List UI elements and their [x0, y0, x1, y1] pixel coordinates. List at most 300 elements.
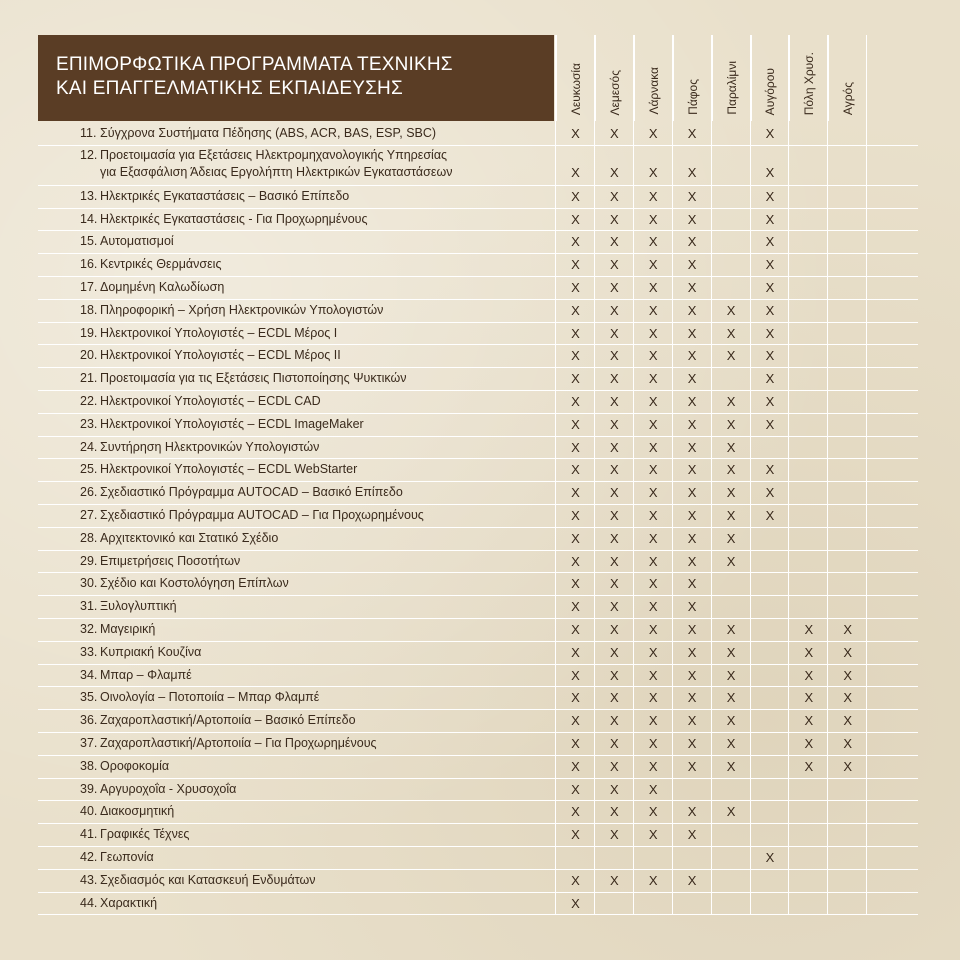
- column-header-label: Αυγόρου: [763, 67, 778, 115]
- table-row: [38, 230, 918, 253]
- availability-mark: Χ: [804, 690, 814, 706]
- course-number: 42.: [80, 850, 98, 864]
- availability-mark: Χ: [610, 325, 619, 341]
- availability-mark: Χ: [843, 713, 853, 729]
- course-number: 22.: [80, 394, 98, 408]
- availability-mark: Χ: [648, 576, 658, 592]
- course-number: 39.: [80, 781, 98, 796]
- course-number: 14.: [80, 211, 98, 226]
- availability-mark: Χ: [571, 895, 580, 911]
- availability-mark: Χ: [610, 736, 619, 751]
- column-header: [556, 35, 595, 121]
- availability-mark: Χ: [610, 622, 619, 637]
- availability-mark: Χ: [571, 667, 580, 683]
- table-row: [38, 322, 918, 345]
- course-label: Αυτοματισμοί: [100, 234, 174, 249]
- course-label: Προετοιμασία για Εξετάσεις Ηλεκτρομηχανολογικής Υπηρεσίας: [100, 147, 448, 162]
- column-header: [673, 35, 712, 121]
- availability-mark: Χ: [648, 302, 658, 318]
- table-row: [38, 664, 918, 687]
- availability-mark: Χ: [648, 325, 658, 341]
- course-number: 29.: [80, 553, 98, 568]
- course-label: Προετοιμασία για τις Εξετάσεις Πιστοποίησης Ψυκτικών: [100, 371, 407, 386]
- column-header: [634, 35, 673, 121]
- course-label: Κυπριακή Κουζίνα: [100, 644, 202, 659]
- availability-mark: Χ: [726, 553, 736, 569]
- availability-mark: Χ: [804, 713, 814, 729]
- availability-mark: Χ: [610, 164, 619, 180]
- availability-mark: Χ: [648, 713, 658, 729]
- table-row: [38, 390, 918, 413]
- course-number: 21.: [80, 371, 98, 386]
- course-label: Πληροφορική – Χρήση Ηλεκτρονικών Υπολογιστών: [100, 302, 384, 317]
- availability-mark: Χ: [610, 485, 619, 501]
- course-label: Ηλεκτρονικοί Υπολογιστές – ECDL CAD: [100, 394, 321, 408]
- course-number: 24.: [80, 439, 98, 454]
- course-number: 25.: [80, 462, 98, 477]
- availability-mark: Χ: [687, 758, 697, 774]
- availability-mark: Χ: [648, 234, 658, 250]
- availability-mark: Χ: [571, 348, 580, 364]
- availability-mark: Χ: [687, 348, 697, 364]
- table-row: [38, 344, 918, 367]
- table-row: [38, 550, 918, 573]
- availability-mark: Χ: [648, 508, 658, 523]
- course-number: 16.: [80, 257, 98, 272]
- availability-mark: Χ: [610, 508, 619, 523]
- availability-mark: Χ: [765, 302, 775, 318]
- availability-mark: Χ: [843, 644, 853, 660]
- availability-mark: Χ: [687, 257, 697, 273]
- availability-mark: Χ: [571, 644, 580, 660]
- availability-mark: Χ: [610, 827, 619, 843]
- table-row: [38, 208, 918, 231]
- availability-mark: Χ: [648, 872, 658, 888]
- table-row: [38, 253, 918, 276]
- availability-mark: Χ: [610, 599, 619, 615]
- availability-mark: Χ: [765, 325, 775, 341]
- availability-mark: Χ: [804, 758, 814, 774]
- availability-mark: Χ: [610, 758, 619, 774]
- course-label: Σχεδιαστικό Πρόγραμμα AUTOCAD – Για Προχωρημένους: [100, 508, 424, 522]
- availability-mark: Χ: [687, 872, 697, 888]
- availability-mark: Χ: [726, 416, 736, 432]
- course-number: 26.: [80, 485, 98, 500]
- availability-mark: Χ: [571, 736, 580, 751]
- course-label: Ηλεκτρονικοί Υπολογιστές – ECDL WebStarter: [100, 462, 358, 477]
- availability-mark: Χ: [610, 781, 619, 797]
- availability-mark: Χ: [687, 188, 697, 204]
- availability-mark: Χ: [648, 736, 658, 751]
- availability-mark: Χ: [843, 736, 853, 751]
- availability-mark: Χ: [804, 736, 814, 751]
- table-row: [38, 367, 918, 390]
- course-number: 11.: [80, 126, 97, 140]
- course-number: 15.: [80, 234, 98, 249]
- table-row: [38, 892, 918, 915]
- availability-mark: Χ: [765, 188, 775, 204]
- course-label: Σύγχρονα Συστήματα Πέδησης (ABS, ACR, BAS, ESP, SBC): [100, 126, 437, 140]
- column-header: [789, 35, 828, 121]
- availability-mark: Χ: [571, 211, 580, 227]
- availability-mark: Χ: [571, 530, 580, 546]
- availability-mark: Χ: [726, 348, 736, 364]
- course-label: Ηλεκτρονικοί Υπολογιστές – ECDL Μέρος II: [100, 348, 341, 363]
- course-label: Οινολογία – Ποτοποιία – Μπαρ Φλαμπέ: [100, 690, 320, 705]
- availability-mark: Χ: [571, 371, 580, 387]
- table-row: [38, 778, 918, 801]
- availability-mark: Χ: [843, 622, 853, 637]
- availability-mark: Χ: [765, 348, 775, 364]
- availability-mark: Χ: [843, 758, 853, 774]
- course-number: 34.: [80, 667, 98, 682]
- course-label: Ηλεκτρονικοί Υπολογιστές – ECDL ImageMaker: [100, 416, 364, 431]
- table-row: [38, 458, 918, 481]
- availability-mark: Χ: [571, 508, 580, 523]
- availability-mark: Χ: [687, 371, 697, 387]
- availability-mark: Χ: [571, 188, 580, 204]
- course-label: Συντήρηση Ηλεκτρονικών Υπολογιστών: [100, 439, 320, 454]
- availability-mark: Χ: [687, 126, 697, 141]
- availability-mark: Χ: [726, 758, 736, 774]
- availability-mark: Χ: [726, 667, 736, 683]
- availability-mark: Χ: [571, 302, 580, 318]
- availability-mark: Χ: [687, 530, 697, 546]
- availability-mark: Χ: [804, 644, 814, 660]
- availability-mark: Χ: [571, 553, 580, 569]
- availability-mark: Χ: [726, 736, 736, 751]
- availability-mark: Χ: [648, 348, 658, 364]
- availability-mark: Χ: [804, 667, 814, 683]
- table-row: [38, 185, 918, 208]
- availability-mark: Χ: [687, 462, 697, 478]
- availability-mark: Χ: [843, 690, 853, 706]
- course-label: Σχεδιαστικό Πρόγραμμα AUTOCAD – Βασικό Επίπεδο: [100, 485, 403, 500]
- table-row: [38, 709, 918, 732]
- availability-mark: Χ: [687, 827, 697, 843]
- course-label: Αργυροχοΐα - Χρυσοχοΐα: [100, 781, 237, 796]
- availability-mark: Χ: [648, 758, 658, 774]
- availability-mark: Χ: [648, 164, 658, 180]
- availability-mark: Χ: [571, 713, 580, 729]
- availability-mark: Χ: [571, 804, 580, 820]
- availability-mark: Χ: [726, 804, 736, 820]
- course-label: Μαγειρική: [100, 622, 156, 636]
- availability-mark: Χ: [610, 553, 619, 569]
- availability-mark: Χ: [610, 126, 619, 141]
- course-label: Κεντρικές Θερμάνσεις: [100, 257, 222, 272]
- availability-mark: Χ: [765, 485, 775, 501]
- availability-mark: Χ: [571, 485, 580, 501]
- course-label: Σχέδιο και Κοστολόγηση Επίπλων: [100, 576, 289, 591]
- course-number: 19.: [80, 325, 98, 340]
- course-number: 37.: [80, 736, 98, 750]
- availability-mark: Χ: [687, 804, 697, 820]
- course-label: Διακοσμητική: [100, 804, 175, 819]
- course-label: Ηλεκτρικές Εγκαταστάσεις – Βασικό Επίπεδο: [100, 188, 350, 203]
- course-label: Αρχιτεκτονικό και Στατικό Σχέδιο: [100, 530, 279, 545]
- availability-mark: Χ: [610, 690, 619, 706]
- availability-mark: Χ: [610, 394, 619, 409]
- column-header: [828, 35, 867, 121]
- table-row: [38, 527, 918, 550]
- availability-mark: Χ: [610, 462, 619, 478]
- availability-mark: Χ: [648, 553, 658, 569]
- course-label: Επιμετρήσεις Ποσοτήτων: [100, 553, 241, 568]
- availability-mark: Χ: [571, 234, 580, 250]
- availability-mark: Χ: [687, 234, 697, 250]
- availability-mark: Χ: [648, 462, 658, 478]
- availability-mark: Χ: [726, 325, 736, 341]
- availability-mark: Χ: [687, 576, 697, 592]
- availability-mark: Χ: [571, 622, 580, 637]
- course-number: 35.: [80, 690, 98, 705]
- availability-mark: Χ: [610, 872, 619, 888]
- table-row: [38, 413, 918, 436]
- availability-mark: Χ: [610, 644, 619, 660]
- availability-mark: Χ: [648, 257, 658, 273]
- column-header: [751, 35, 790, 121]
- course-number: 28.: [80, 530, 98, 545]
- availability-mark: Χ: [610, 280, 619, 295]
- availability-mark: Χ: [687, 164, 697, 180]
- column-header: [595, 35, 634, 121]
- availability-mark: Χ: [687, 416, 697, 432]
- availability-mark: Χ: [571, 576, 580, 592]
- row-divider: [38, 914, 918, 915]
- availability-mark: Χ: [610, 416, 619, 432]
- availability-mark: Χ: [687, 280, 697, 295]
- availability-mark: Χ: [687, 439, 697, 455]
- availability-mark: Χ: [726, 439, 736, 455]
- course-label: Ζαχαροπλαστική/Αρτοποιία – Βασικό Επίπεδο: [100, 713, 356, 728]
- table-row: [38, 595, 918, 618]
- column-header: [712, 35, 751, 121]
- availability-mark: Χ: [571, 439, 580, 455]
- availability-mark: Χ: [571, 280, 580, 295]
- availability-mark: Χ: [687, 690, 697, 706]
- availability-mark: Χ: [571, 690, 580, 706]
- course-number: 38.: [80, 758, 98, 773]
- availability-mark: Χ: [687, 485, 697, 501]
- availability-mark: Χ: [687, 211, 697, 227]
- availability-mark: Χ: [687, 644, 697, 660]
- course-label: Ξυλογλυπτική: [100, 599, 177, 614]
- availability-mark: Χ: [648, 530, 658, 546]
- course-label-line-2: για Εξασφάλιση Άδειας Εργολήπτη Ηλεκτρικών Εγκαταστάσεων: [100, 164, 453, 179]
- availability-mark: Χ: [610, 188, 619, 204]
- availability-mark: Χ: [765, 234, 775, 250]
- course-number: 12.: [80, 147, 98, 162]
- availability-mark: Χ: [610, 667, 619, 683]
- course-label: Ηλεκτρονικοί Υπολογιστές – ECDL Μέρος I: [100, 325, 338, 340]
- availability-mark: Χ: [571, 394, 580, 409]
- availability-mark: Χ: [687, 736, 697, 751]
- availability-mark: Χ: [610, 371, 619, 387]
- table-row: [38, 481, 918, 504]
- availability-mark: Χ: [648, 211, 658, 227]
- course-label: Χαρακτική: [100, 895, 158, 910]
- availability-mark: Χ: [765, 280, 775, 295]
- availability-mark: Χ: [571, 599, 580, 615]
- availability-mark: Χ: [726, 302, 736, 318]
- availability-mark: Χ: [648, 439, 658, 455]
- availability-mark: Χ: [648, 126, 658, 141]
- table-row: [38, 869, 918, 892]
- availability-mark: Χ: [648, 394, 658, 409]
- availability-mark: Χ: [571, 325, 580, 341]
- availability-mark: Χ: [571, 781, 580, 797]
- availability-mark: Χ: [648, 485, 658, 501]
- course-number: 40.: [80, 804, 98, 819]
- availability-mark: Χ: [726, 462, 736, 478]
- availability-mark: Χ: [610, 576, 619, 592]
- course-label: Ηλεκτρικές Εγκαταστάσεις - Για Προχωρημένους: [100, 211, 368, 226]
- table-title-box: [38, 35, 554, 121]
- availability-mark: Χ: [804, 622, 814, 637]
- availability-mark: Χ: [687, 599, 697, 615]
- availability-mark: Χ: [648, 280, 658, 295]
- availability-mark: Χ: [648, 804, 658, 820]
- course-label: Οροφοκομία: [100, 758, 170, 773]
- table-row: [38, 641, 918, 664]
- column-header-label: Αγρός: [841, 81, 856, 115]
- availability-mark: Χ: [571, 827, 580, 843]
- availability-mark: Χ: [610, 804, 619, 820]
- course-number: 13.: [80, 188, 98, 203]
- course-label: Δομημένη Καλωδίωση: [100, 280, 225, 294]
- availability-mark: Χ: [765, 126, 775, 141]
- title-line-2: ΚΑΙ ΕΠΑΓΓΕΛΜΑΤΙΚΗΣ ΕΚΠΑΙΔΕΥΣΗΣ: [56, 78, 403, 99]
- course-number: 23.: [80, 416, 98, 431]
- availability-mark: Χ: [687, 622, 697, 637]
- column-header-label: Παραλίμνι: [724, 61, 739, 115]
- column-header-label: Λεμεσός: [607, 69, 622, 115]
- availability-mark: Χ: [726, 690, 736, 706]
- availability-mark: Χ: [765, 394, 775, 409]
- availability-mark: Χ: [687, 667, 697, 683]
- availability-mark: Χ: [571, 164, 580, 180]
- column-header-label: Πάφος: [685, 79, 700, 115]
- availability-mark: Χ: [571, 416, 580, 432]
- availability-mark: Χ: [648, 622, 658, 637]
- course-label: Μπαρ – Φλαμπέ: [100, 667, 192, 682]
- availability-mark: Χ: [687, 302, 697, 318]
- availability-mark: Χ: [648, 667, 658, 683]
- availability-mark: Χ: [648, 827, 658, 843]
- course-label: Γραφικές Τέχνες: [100, 827, 190, 842]
- course-number: 32.: [80, 622, 98, 636]
- availability-mark: Χ: [687, 553, 697, 569]
- availability-mark: Χ: [571, 758, 580, 774]
- table-row: [38, 145, 918, 185]
- availability-mark: Χ: [610, 713, 619, 729]
- availability-mark: Χ: [648, 371, 658, 387]
- availability-mark: Χ: [648, 644, 658, 660]
- availability-mark: Χ: [726, 394, 736, 409]
- availability-mark: Χ: [726, 485, 736, 501]
- availability-mark: Χ: [648, 416, 658, 432]
- availability-mark: Χ: [610, 234, 619, 250]
- availability-mark: Χ: [765, 211, 775, 227]
- availability-mark: Χ: [843, 667, 853, 683]
- course-number: 41.: [80, 827, 98, 842]
- availability-mark: Χ: [726, 530, 736, 546]
- table-row: [38, 800, 918, 823]
- column-header-label: Λευκωσία: [568, 62, 583, 115]
- table-row: [38, 504, 918, 527]
- availability-mark: Χ: [571, 257, 580, 273]
- availability-mark: Χ: [765, 257, 775, 273]
- table-row: [38, 299, 918, 322]
- course-number: 17.: [80, 280, 98, 294]
- availability-mark: Χ: [648, 690, 658, 706]
- table-row: [38, 122, 918, 145]
- availability-mark: Χ: [726, 644, 736, 660]
- availability-mark: Χ: [571, 872, 580, 888]
- availability-mark: Χ: [610, 211, 619, 227]
- course-number: 20.: [80, 348, 98, 363]
- availability-mark: Χ: [648, 781, 658, 797]
- table-row: [38, 618, 918, 641]
- table-row: [38, 755, 918, 778]
- availability-mark: Χ: [610, 530, 619, 546]
- availability-mark: Χ: [765, 371, 775, 387]
- availability-mark: Χ: [687, 394, 697, 409]
- availability-mark: Χ: [726, 713, 736, 729]
- availability-mark: Χ: [687, 713, 697, 729]
- availability-mark: Χ: [610, 439, 619, 455]
- availability-mark: Χ: [648, 188, 658, 204]
- availability-mark: Χ: [765, 508, 775, 523]
- course-number: 30.: [80, 576, 98, 591]
- table-row: [38, 846, 918, 869]
- availability-mark: Χ: [610, 302, 619, 318]
- course-number: 43.: [80, 872, 98, 887]
- availability-mark: Χ: [765, 850, 775, 865]
- course-number: 31.: [80, 599, 98, 614]
- column-header-label: Λάρνακα: [646, 67, 661, 115]
- availability-mark: Χ: [765, 164, 775, 180]
- availability-mark: Χ: [571, 126, 580, 141]
- table-row: [38, 276, 918, 299]
- availability-mark: Χ: [610, 348, 619, 364]
- table-row: [38, 732, 918, 755]
- availability-mark: Χ: [610, 257, 619, 273]
- availability-mark: Χ: [687, 325, 697, 341]
- availability-mark: Χ: [571, 462, 580, 478]
- availability-mark: Χ: [765, 416, 775, 432]
- table-row: [38, 686, 918, 709]
- table-row: [38, 572, 918, 595]
- availability-mark: Χ: [765, 462, 775, 478]
- course-number: 27.: [80, 508, 98, 522]
- course-label: Ζαχαροπλαστική/Αρτοποιία – Για Προχωρημένους: [100, 736, 377, 750]
- course-number: 33.: [80, 644, 98, 659]
- course-label: Σχεδιασμός και Κατασκευή Ενδυμάτων: [100, 872, 316, 887]
- availability-mark: Χ: [648, 599, 658, 615]
- table-row: [38, 823, 918, 846]
- course-number: 36.: [80, 713, 98, 728]
- title-line-1: ΕΠΙΜΟΡΦΩΤΙΚΑ ΠΡΟΓΡΑΜΜΑΤΑ ΤΕΧΝΙΚΗΣ: [56, 54, 453, 75]
- availability-mark: Χ: [726, 622, 736, 637]
- course-number: 18.: [80, 302, 98, 317]
- availability-mark: Χ: [726, 508, 736, 523]
- course-label: Γεωπονία: [100, 850, 154, 864]
- column-header-label: Πόλη Χρυσ.: [802, 51, 817, 115]
- table-row: [38, 436, 918, 459]
- availability-mark: Χ: [687, 508, 697, 523]
